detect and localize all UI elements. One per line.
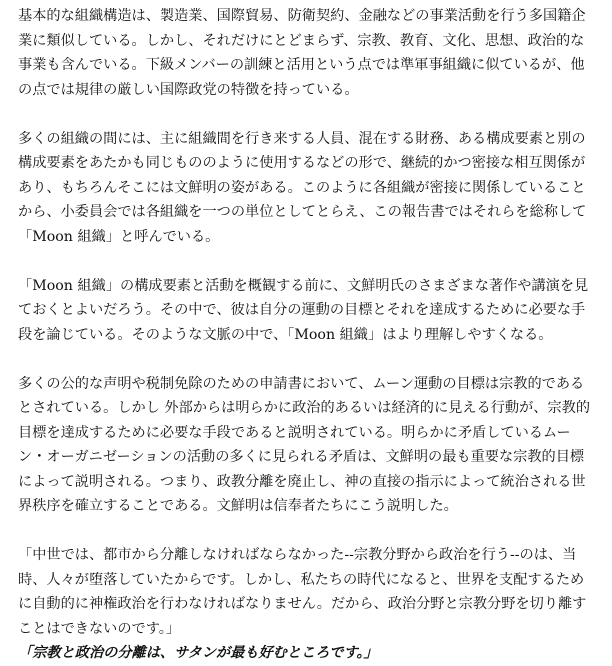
paragraph-organization-structure: 基本的な組織構造は、製造業、国際貿易、防衛契約、金融などの事業活動を行う多国籍企業に類似している。しかし、それだけにとどまらず、宗教、教育、文化、思想、政治的な事業も含んでいる。下級メンバーの訓練と活用という点では準軍事組織に似ているが、他の点では規律の厳しい国際政党の特徴を持っている。 — [18, 8, 586, 98]
paragraph-quote-theocracy: 「中世では、都市から分離しなければならなかった--宗教分野から政治を行う--のは、当時、人々が堕落していたからです。しかし、私たちの時代になると、世界を支配するために自動的に神権政治を行わなければなりません。だから、政治分野と宗教分野を切り離すことはできないのです。」 — [18, 547, 587, 637]
paragraph-gap — [18, 102, 598, 127]
paragraph-interrelationship: 多くの組織の間には、主に組織間を行き来する人員、混在する財務、ある構成要素と別の構成要素をあたかも同じもののように使用するなどの形で、継続的かつ密接な相互関係があり、もちろんそこには文鮮明の姿がある。このように各組織が密接に関係していることから、小委員会では各組織を一つの単位としてとらえ、この報告書ではそれらを総称して「Moon 組織」と呼んでいる。 — [18, 130, 587, 245]
document-body — [18, 4, 598, 666]
paragraph-religious-goals: 多くの公的な声明や税制免除のための申請書において、ムーン運動の目標は宗教的であるとされている。しかし 外部からは明らかに政治的あるいは経済的に見える行動が、宗教的目標を達成するために必要な手段であると説明されている。明らかに矛盾しているムーン・オーガニゼーションの活動の多くに見られる矛盾は、文鮮明の最も重要な宗教的目標によって説明される。つまり、政教分離を廃止し、神の直接の指示によって統治される世界秩序を確立することである。文鮮明は信奉者たちにこう説明した。 — [18, 375, 591, 514]
paragraph-gap — [18, 519, 598, 544]
paragraph-gap — [18, 249, 598, 274]
paragraph-gap — [18, 347, 598, 372]
paragraph-moon-organization-overview: 「Moon 組織」の構成要素と活動を概観する前に、文鮮明氏のさまざまな著作や講演を見ておくとよいだろう。その中で、彼は自分の運動の目標とそれを達成するために必要な手段を論じている。そのような文脈の中で、「Moon 組織」はより理解しやすくなる。 — [18, 277, 589, 343]
final-quote-bold: 「宗教と政治の分離は、サタンが最も好むところです。」 — [18, 645, 378, 661]
